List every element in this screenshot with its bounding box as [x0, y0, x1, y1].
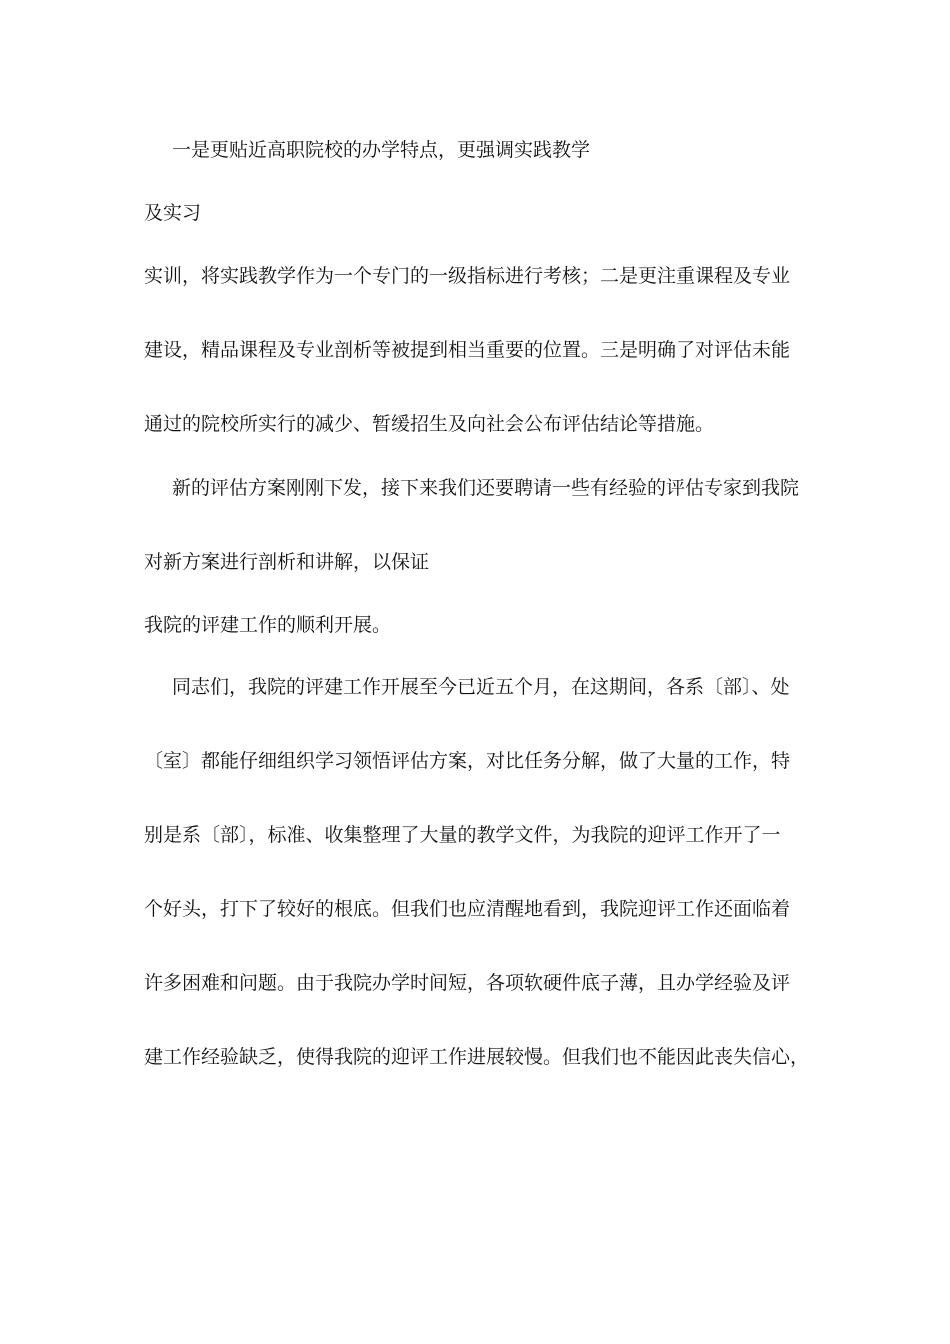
paragraph-line: 我院的评建工作的顺利开展。 — [144, 614, 392, 636]
paragraph-line: 实训，将实践教学作为一个专门的一级指标进行考核；二是更注重课程及专业 — [144, 265, 791, 287]
paragraph-line: 对新方案进行剖析和讲解，以保证 — [144, 551, 430, 573]
paragraph-line: 同志们，我院的评建工作开展至今已近五个月，在这期间，各系〔部〕、处 — [172, 676, 790, 698]
paragraph-line: 通过的院校所实行的减少、暂缓招生及向社会公布评估结论等措施。 — [144, 413, 715, 435]
paragraph-line: 许多困难和问题。由于我院办学时间短，各项软硬件底子薄，且办学经验及评 — [144, 972, 791, 994]
paragraph-line: 建设，精品课程及专业剖析等被提到相当重要的位置。三是明确了对评估未能 — [144, 339, 791, 361]
paragraph-line: 别是系〔部〕，标准、收集整理了大量的教学文件，为我院的迎评工作开了一 — [144, 824, 781, 846]
paragraph-line: 建工作经验缺乏，使得我院的迎评工作进展较慢。但我们也不能因此丧失信心， — [144, 1046, 810, 1068]
paragraph-line: 及实习 — [144, 202, 202, 224]
paragraph-line: 一是更贴近高职院校的办学特点，更强调实践教学 — [172, 139, 591, 161]
paragraph-line: 〔室〕都能仔细组织学习领悟评估方案，对比任务分解，做了大量的工作，特 — [144, 750, 791, 772]
paragraph-line: 新的评估方案刚刚下发，接下来我们还要聘请一些有经验的评估专家到我院 — [172, 477, 800, 499]
paragraph-line: 个好头，打下了较好的根底。但我们也应清醒地看到，我院迎评工作还面临着 — [144, 898, 791, 920]
